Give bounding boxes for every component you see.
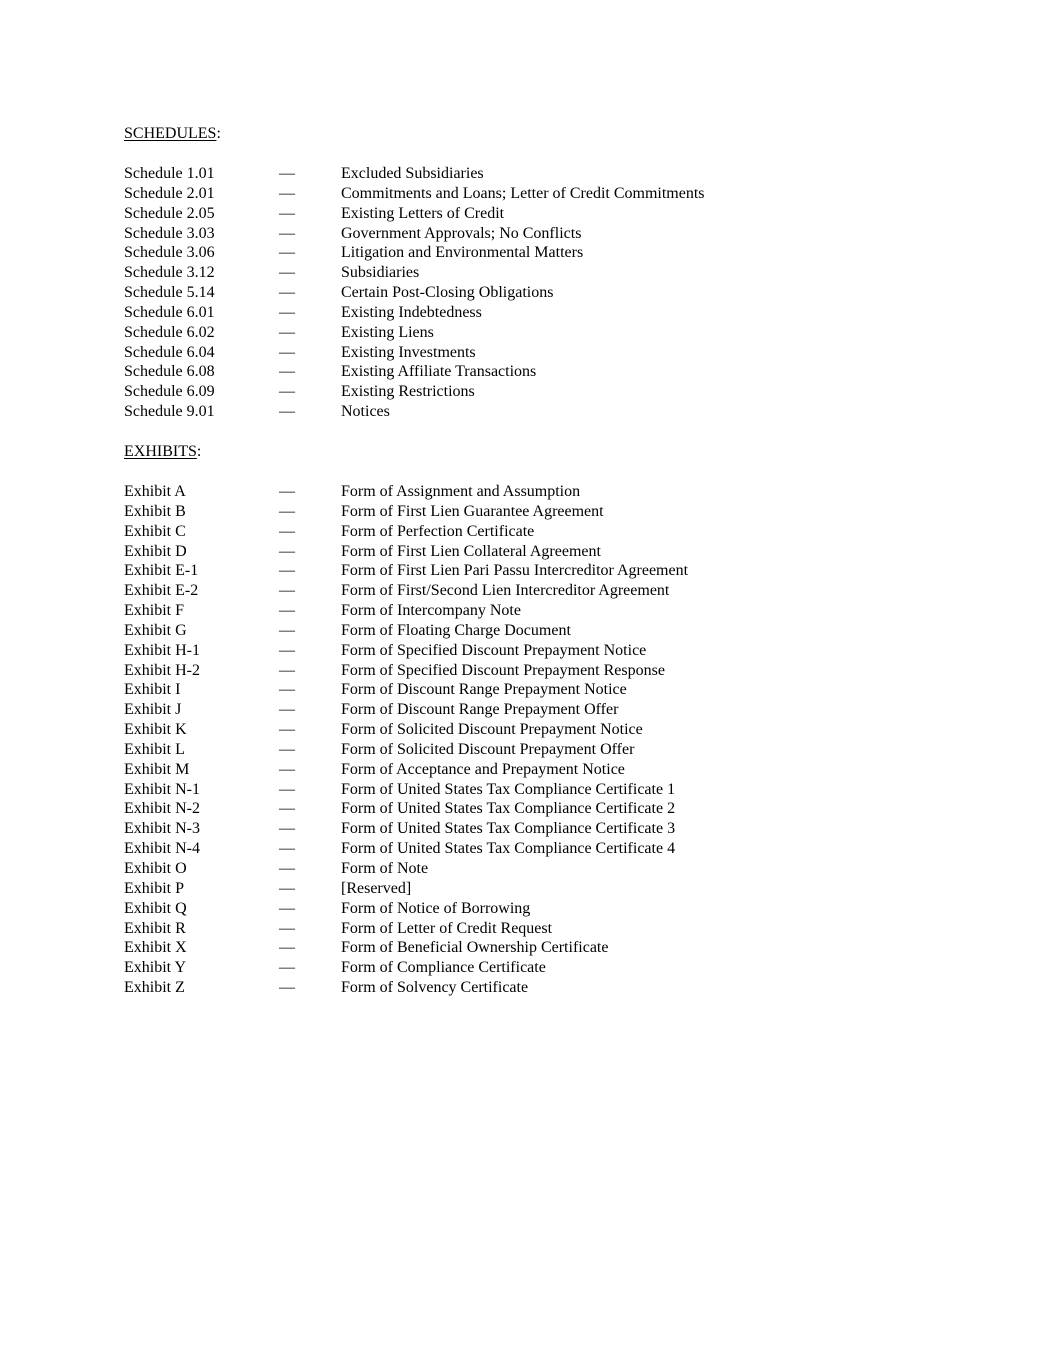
em-dash-separator: — bbox=[279, 602, 295, 620]
schedule-title: Existing Letters of Credit bbox=[341, 204, 505, 222]
em-dash-separator: — bbox=[279, 979, 295, 997]
exhibit-letter: Exhibit E-2 bbox=[124, 582, 199, 600]
em-dash-separator: — bbox=[279, 224, 295, 242]
em-dash-separator: — bbox=[279, 323, 295, 341]
exhibit-entry bbox=[124, 799, 984, 819]
exhibit-title: Form of United States Tax Compliance Certificate 2 bbox=[341, 800, 676, 818]
exhibit-title: Form of United States Tax Compliance Certificate 3 bbox=[341, 820, 676, 838]
exhibit-letter: Exhibit P bbox=[124, 879, 185, 897]
exhibit-entry bbox=[124, 561, 984, 581]
exhibit-title: Form of First Lien Collateral Agreement bbox=[341, 542, 601, 560]
exhibit-title: Form of Intercompany Note bbox=[341, 602, 521, 620]
schedule-number: Schedule 6.01 bbox=[124, 303, 215, 321]
em-dash-separator: — bbox=[279, 860, 295, 877]
em-dash-separator: — bbox=[279, 363, 295, 381]
exhibit-entry bbox=[124, 542, 984, 562]
exhibit-title: Form of Letter of Credit Request bbox=[341, 919, 553, 937]
exhibits-list bbox=[124, 482, 984, 998]
schedule-number: Schedule 1.01 bbox=[124, 165, 215, 182]
exhibit-title: Form of United States Tax Compliance Certificate 4 bbox=[341, 840, 676, 858]
schedule-number: Schedule 6.09 bbox=[124, 383, 215, 401]
exhibit-letter: Exhibit Y bbox=[124, 959, 187, 977]
schedule-entry bbox=[124, 164, 984, 184]
exhibit-entry bbox=[124, 700, 984, 720]
exhibit-entry bbox=[124, 859, 984, 879]
em-dash-separator: — bbox=[279, 284, 295, 302]
schedules-heading-colon: : bbox=[216, 125, 221, 142]
exhibit-entry bbox=[124, 522, 984, 542]
em-dash-separator: — bbox=[279, 641, 295, 659]
exhibit-letter: Exhibit Q bbox=[124, 899, 187, 917]
em-dash-separator: — bbox=[279, 879, 295, 897]
exhibit-entry bbox=[124, 819, 984, 839]
exhibit-letter: Exhibit A bbox=[124, 482, 186, 500]
em-dash-separator: — bbox=[279, 959, 295, 977]
em-dash-separator: — bbox=[279, 165, 295, 182]
exhibit-letter: Exhibit O bbox=[124, 860, 187, 877]
exhibit-title: Form of First Lien Guarantee Agreement bbox=[341, 502, 604, 520]
exhibit-letter: Exhibit F bbox=[124, 602, 185, 620]
schedule-number: Schedule 2.01 bbox=[124, 184, 215, 202]
document-page bbox=[124, 124, 984, 998]
em-dash-separator: — bbox=[279, 542, 295, 560]
em-dash-separator: — bbox=[279, 800, 295, 818]
em-dash-separator: — bbox=[279, 184, 295, 202]
em-dash-separator: — bbox=[279, 721, 295, 739]
exhibit-entry bbox=[124, 919, 984, 939]
exhibit-title: Form of First/Second Lien Intercreditor Agreement bbox=[341, 582, 670, 600]
exhibit-letter: Exhibit R bbox=[124, 919, 186, 937]
em-dash-separator: — bbox=[279, 522, 295, 540]
em-dash-separator: — bbox=[279, 661, 295, 679]
exhibit-title: Form of Discount Range Prepayment Notice bbox=[341, 681, 627, 699]
exhibit-letter: Exhibit I bbox=[124, 681, 181, 699]
schedule-title: Existing Indebtedness bbox=[341, 303, 482, 321]
schedule-title: Notices bbox=[341, 403, 390, 421]
exhibit-entry bbox=[124, 641, 984, 661]
exhibit-letter: Exhibit K bbox=[124, 721, 187, 739]
schedule-entry bbox=[124, 323, 984, 343]
exhibit-title: Form of United States Tax Compliance Certificate 1 bbox=[341, 780, 676, 798]
exhibit-letter: Exhibit G bbox=[124, 621, 187, 639]
em-dash-separator: — bbox=[279, 919, 295, 937]
schedule-number: Schedule 5.14 bbox=[124, 284, 215, 302]
exhibit-entry bbox=[124, 661, 984, 681]
exhibit-entry bbox=[124, 581, 984, 601]
em-dash-separator: — bbox=[279, 264, 295, 282]
exhibit-entry bbox=[124, 879, 984, 899]
exhibit-entry bbox=[124, 978, 984, 998]
em-dash-separator: — bbox=[279, 383, 295, 401]
em-dash-separator: — bbox=[279, 482, 295, 500]
schedules-list bbox=[124, 164, 984, 422]
em-dash-separator: — bbox=[279, 204, 295, 222]
schedule-entry bbox=[124, 343, 984, 363]
schedule-title: Litigation and Environmental Matters bbox=[341, 244, 584, 262]
exhibit-title: Form of Solicited Discount Prepayment Offer bbox=[341, 740, 635, 758]
exhibit-letter: Exhibit N-4 bbox=[124, 840, 200, 858]
exhibit-entry bbox=[124, 482, 984, 502]
exhibits-heading-text: EXHIBITS bbox=[124, 442, 197, 460]
schedule-entry bbox=[124, 263, 984, 283]
schedule-title: Certain Post-Closing Obligations bbox=[341, 284, 554, 302]
schedule-number: Schedule 6.04 bbox=[124, 343, 215, 361]
em-dash-separator: — bbox=[279, 562, 295, 580]
exhibit-entry bbox=[124, 899, 984, 919]
schedule-entry bbox=[124, 382, 984, 402]
exhibit-letter: Exhibit M bbox=[124, 760, 190, 778]
exhibit-title: Form of Compliance Certificate bbox=[341, 959, 546, 977]
schedules-heading-text: SCHEDULES bbox=[124, 125, 217, 142]
exhibit-title: Form of Assignment and Assumption bbox=[341, 482, 581, 500]
exhibit-title: Form of Solicited Discount Prepayment Notice bbox=[341, 721, 643, 739]
em-dash-separator: — bbox=[279, 939, 295, 957]
schedule-title: Existing Liens bbox=[341, 323, 434, 341]
em-dash-separator: — bbox=[279, 899, 295, 917]
em-dash-separator: — bbox=[279, 621, 295, 639]
em-dash-separator: — bbox=[279, 681, 295, 699]
em-dash-separator: — bbox=[279, 303, 295, 321]
schedule-number: Schedule 3.03 bbox=[124, 224, 215, 242]
exhibit-letter: Exhibit Z bbox=[124, 979, 185, 997]
schedule-title: Existing Investments bbox=[341, 343, 476, 361]
exhibit-entry bbox=[124, 760, 984, 780]
exhibit-letter: Exhibit E-1 bbox=[124, 562, 199, 580]
exhibit-entry bbox=[124, 780, 984, 800]
exhibit-entry bbox=[124, 720, 984, 740]
exhibit-title: Form of Perfection Certificate bbox=[341, 522, 535, 540]
exhibit-letter: Exhibit X bbox=[124, 939, 187, 957]
schedule-number: Schedule 3.12 bbox=[124, 264, 215, 282]
schedule-entry bbox=[124, 224, 984, 244]
schedule-number: Schedule 2.05 bbox=[124, 204, 215, 222]
em-dash-separator: — bbox=[279, 820, 295, 838]
em-dash-separator: — bbox=[279, 343, 295, 361]
exhibit-title: Form of Specified Discount Prepayment Response bbox=[341, 661, 665, 679]
em-dash-separator: — bbox=[279, 740, 295, 758]
exhibit-letter: Exhibit J bbox=[124, 701, 182, 719]
exhibit-title: Form of Acceptance and Prepayment Notice bbox=[341, 760, 625, 778]
exhibits-heading bbox=[124, 442, 984, 462]
schedule-number: Schedule 3.06 bbox=[124, 244, 215, 262]
exhibit-title: Form of Discount Range Prepayment Offer bbox=[341, 701, 619, 719]
schedule-entry bbox=[124, 243, 984, 263]
exhibit-letter: Exhibit L bbox=[124, 740, 185, 758]
exhibit-letter: Exhibit C bbox=[124, 522, 186, 540]
exhibit-letter: Exhibit H-2 bbox=[124, 661, 200, 679]
exhibit-entry bbox=[124, 601, 984, 621]
em-dash-separator: — bbox=[279, 582, 295, 600]
em-dash-separator: — bbox=[279, 502, 295, 520]
schedule-entry bbox=[124, 303, 984, 323]
exhibit-entry bbox=[124, 680, 984, 700]
exhibit-title: Form of Beneficial Ownership Certificate bbox=[341, 939, 609, 957]
exhibit-entry bbox=[124, 938, 984, 958]
em-dash-separator: — bbox=[279, 760, 295, 778]
schedule-title: Subsidiaries bbox=[341, 264, 420, 282]
em-dash-separator: — bbox=[279, 244, 295, 262]
exhibit-entry bbox=[124, 839, 984, 859]
exhibit-title: Form of Solvency Certificate bbox=[341, 979, 529, 997]
exhibit-title: Form of Notice of Borrowing bbox=[341, 899, 531, 917]
em-dash-separator: — bbox=[279, 701, 295, 719]
schedule-title: Existing Affiliate Transactions bbox=[341, 363, 537, 381]
schedule-entry bbox=[124, 402, 984, 422]
exhibit-letter: Exhibit H-1 bbox=[124, 641, 200, 659]
exhibit-letter: Exhibit N-2 bbox=[124, 800, 200, 818]
em-dash-separator: — bbox=[279, 840, 295, 858]
schedule-number: Schedule 9.01 bbox=[124, 403, 215, 421]
schedule-entry bbox=[124, 362, 984, 382]
exhibit-letter: Exhibit B bbox=[124, 502, 186, 520]
exhibits-heading-colon: : bbox=[196, 442, 202, 460]
exhibit-letter: Exhibit N-1 bbox=[124, 780, 200, 798]
schedule-number: Schedule 6.08 bbox=[124, 363, 215, 381]
em-dash-separator: — bbox=[279, 403, 295, 421]
schedule-entry bbox=[124, 204, 984, 224]
exhibit-title: Form of Specified Discount Prepayment Notice bbox=[341, 641, 647, 659]
schedule-entry bbox=[124, 283, 984, 303]
schedule-number: Schedule 6.02 bbox=[124, 323, 215, 341]
exhibit-letter: Exhibit D bbox=[124, 542, 187, 560]
schedules-heading bbox=[124, 124, 984, 144]
exhibit-entry bbox=[124, 958, 984, 978]
em-dash-separator: — bbox=[279, 780, 295, 798]
schedule-title: Commitments and Loans; Letter of Credit Commitments bbox=[341, 184, 705, 202]
exhibit-title: Form of First Lien Pari Passu Intercreditor Agreement bbox=[341, 562, 689, 580]
exhibit-entry bbox=[124, 740, 984, 760]
exhibit-letter: Exhibit N-3 bbox=[124, 820, 200, 838]
exhibit-entry bbox=[124, 621, 984, 641]
section-gap bbox=[124, 422, 984, 442]
exhibit-title: [Reserved] bbox=[341, 879, 412, 897]
exhibit-title: Form of Floating Charge Document bbox=[341, 621, 571, 639]
exhibit-title: Form of Note bbox=[341, 860, 429, 877]
schedule-title: Government Approvals; No Conflicts bbox=[341, 224, 582, 242]
schedule-entry bbox=[124, 184, 984, 204]
exhibit-entry bbox=[124, 502, 984, 522]
schedule-title: Existing Restrictions bbox=[341, 383, 475, 401]
schedule-title: Excluded Subsidiaries bbox=[341, 165, 484, 182]
